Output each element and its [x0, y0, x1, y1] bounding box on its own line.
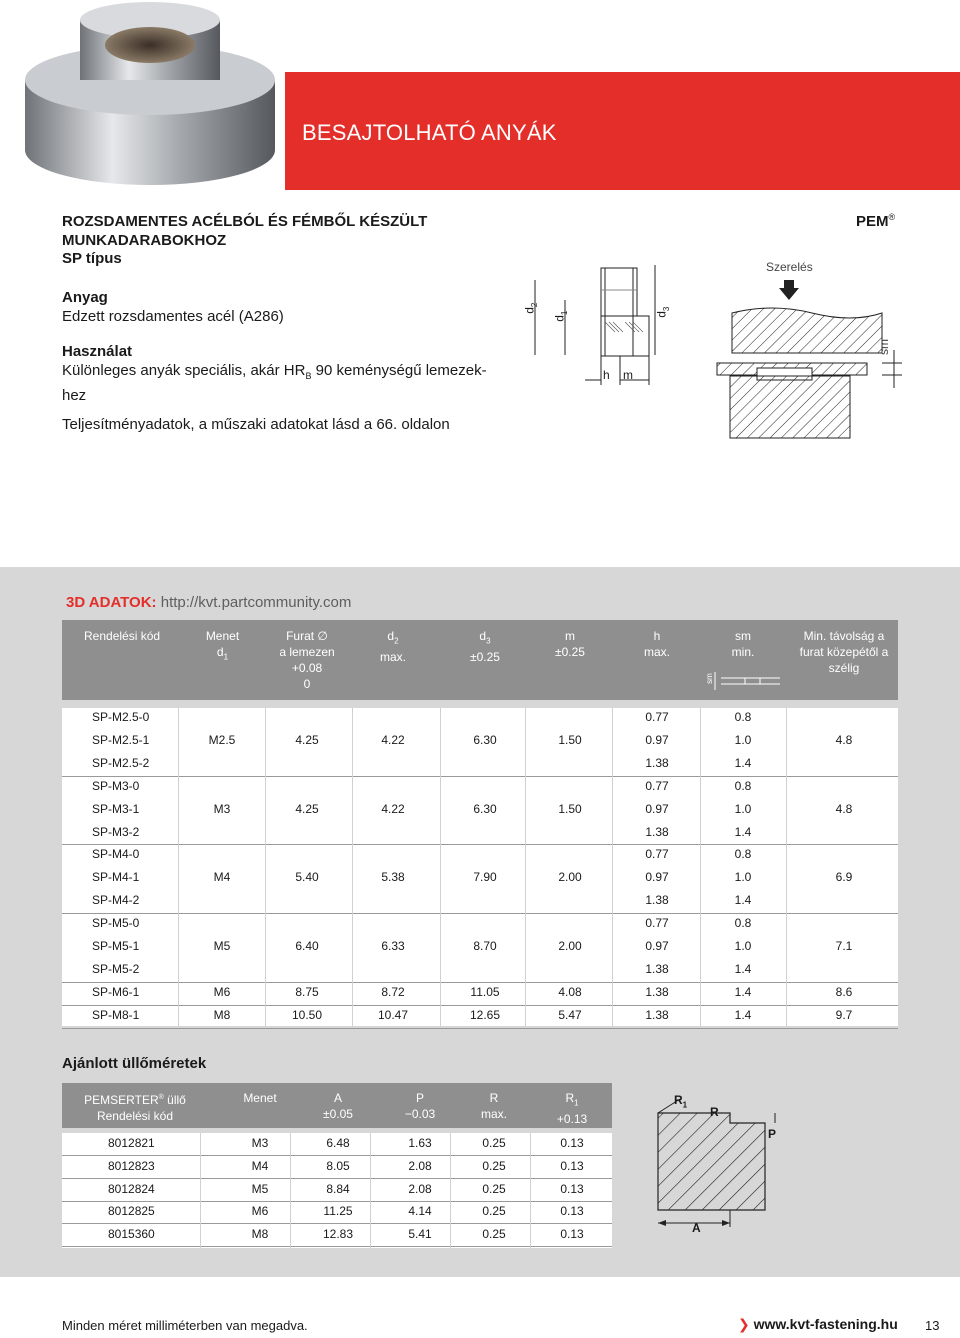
table-cell-sm: 1.4: [734, 893, 752, 908]
table-cell-d3: 8.70: [473, 939, 497, 953]
anvil-cell-a: 12.83: [322, 1227, 354, 1242]
p-label: P: [768, 1127, 777, 1141]
table-row-code: SP-M2.5-0: [92, 710, 150, 724]
table-cell-hole: 4.25: [295, 801, 319, 816]
anvil-cell-r: 0.25: [482, 1204, 506, 1219]
table-cell-h: 1.38: [645, 1007, 669, 1022]
brand-label: PEM®: [856, 212, 896, 230]
d1-label: $d_1$: [552, 310, 569, 322]
table-cell-d2: 10.47: [377, 1007, 409, 1022]
row-divider: [62, 776, 898, 777]
table-cell-dist: 4.8: [835, 732, 853, 747]
table-cell-h: 0.77: [645, 916, 669, 931]
anvil-cell-a: 6.48: [326, 1136, 350, 1150]
col-anvil-r1: $R_1$ +0.13: [556, 1091, 588, 1127]
table-cell-sm: 0.8: [734, 710, 752, 724]
product-heading: ROZSDAMENTES ACÉLBÓL ÉS FÉMBŐL KÉSZÜLT MUNKADARABOKHOZ: [62, 213, 428, 249]
col-anvil-r: R max.: [480, 1091, 507, 1121]
table-cell-sm: 1.4: [734, 961, 752, 976]
sm-label: sm: [877, 339, 891, 355]
table-cell-h: 0.97: [645, 801, 669, 816]
table-cell-d2: 4.22: [381, 801, 405, 816]
col-d2: $d_2$ max.: [379, 629, 406, 665]
title-banner: [285, 72, 960, 190]
table-cell-thread: M6: [213, 984, 231, 999]
table-row-code: SP-M5-0: [92, 916, 140, 931]
product-type: SP típus: [62, 250, 122, 267]
anvil-cell-r1: 0.13: [560, 1158, 584, 1173]
table-cell-dist: 6.9: [835, 870, 853, 885]
table-cell-sm: 0.8: [734, 916, 752, 931]
col-thread: Menet $d_1$: [205, 629, 240, 662]
col-anvil-p: P −0.03: [404, 1091, 436, 1121]
anvil-cell-p: 4.14: [408, 1204, 432, 1219]
usage-label: Használat: [62, 343, 133, 360]
table-cell-thread: M4: [213, 870, 231, 885]
arrow-icon: ❯: [738, 1316, 750, 1332]
col-order-code: Rendelési kód: [84, 629, 161, 643]
nut-dimension-diagram: [515, 260, 675, 395]
row-divider: [62, 1005, 898, 1006]
table-row-code: SP-M4-0: [92, 847, 140, 862]
column-divider: [530, 1133, 531, 1248]
column-divider: [525, 708, 526, 1026]
table-cell-dist: 8.6: [835, 984, 853, 999]
page-title: BESAJTOLHATÓ ANYÁK: [302, 120, 557, 145]
table-cell-d2: 5.38: [381, 870, 405, 885]
table-row-code: SP-M3-2: [92, 824, 140, 839]
table-cell-sm: 1.4: [734, 1007, 752, 1022]
table-cell-sm: 1.4: [734, 824, 752, 839]
table-row-code: SP-M5-1: [92, 939, 140, 953]
table-row-code: SP-M4-1: [92, 870, 140, 885]
row-divider: [62, 982, 898, 983]
table-cell-m: 1.50: [558, 801, 582, 816]
table-cell-m: 2.00: [558, 870, 582, 885]
table-cell-h: 1.38: [645, 893, 669, 908]
table-row-code: SP-M3-1: [92, 801, 140, 816]
performance-note: Teljesítményadatok, a műszaki adatokat lásd a 66. oldalon: [62, 416, 450, 433]
table-cell-dist: 4.8: [835, 801, 853, 816]
3d-data-heading: 3D ADATOK: http://kvt.partcommunity.com: [66, 594, 352, 611]
usage-text: Különleges anyák speciális, akár $HR_B$ 90 keménységű lemezek- hez: [62, 362, 487, 404]
anvil-cell-thread: M3: [251, 1136, 269, 1150]
a-label: A: [692, 1221, 701, 1235]
table-cell-hole: 6.40: [295, 939, 319, 953]
table-cell-hole: 8.75: [295, 984, 319, 999]
anvil-row-code: 8012823: [108, 1158, 155, 1173]
anvil-cell-r: 0.25: [482, 1136, 506, 1150]
anvil-cell-r1: 0.13: [560, 1204, 584, 1219]
registered-mark: ®: [888, 212, 896, 222]
website-link[interactable]: ❯ www.kvt-fastening.hu: [738, 1316, 898, 1332]
table-cell-d3: 7.90: [473, 870, 497, 885]
anvil-row-code: 8012821: [108, 1136, 155, 1150]
units-note: Minden méret milliméterben van megadva.: [62, 1318, 308, 1333]
table-cell-sm: 1.0: [734, 801, 752, 816]
r-label: R: [710, 1105, 719, 1119]
anvil-cell-p: 2.08: [408, 1181, 432, 1196]
table-cell-m: 2.00: [558, 939, 582, 953]
col-d3: $d_3$ ±0.25: [470, 629, 500, 665]
column-divider: [450, 1133, 451, 1248]
table-cell-sm: 0.8: [734, 847, 752, 862]
table-cell-d3: 12.65: [469, 1007, 501, 1022]
column-divider: [265, 708, 266, 1026]
h-label: h: [603, 368, 610, 382]
column-divider: [290, 1133, 291, 1248]
col-anvil-code: PEMSERTER® üllő Rendelési kód: [84, 1093, 186, 1123]
table-cell-h: 0.77: [645, 847, 669, 862]
table-cell-h: 0.77: [645, 778, 669, 793]
col-min-distance: Min. távolság a furat közepétől a szélig: [799, 629, 889, 675]
sm-icon: sm: [704, 673, 714, 684]
table-cell-thread: M5: [213, 939, 231, 953]
table-cell-h: 1.38: [645, 984, 669, 999]
column-divider: [786, 708, 787, 1026]
row-divider: [62, 1028, 898, 1029]
installation-label: Szerelés: [766, 260, 813, 274]
table-cell-dist: 9.7: [835, 1007, 853, 1022]
anvil-cell-a: 11.25: [323, 1204, 353, 1219]
m-label: m: [623, 368, 633, 382]
anvil-cell-r1: 0.13: [560, 1136, 584, 1150]
table-cell-hole: 5.40: [295, 870, 319, 885]
table-cell-thread: M2.5: [208, 732, 236, 747]
table-cell-sm: 1.0: [734, 939, 752, 953]
column-divider: [200, 1133, 201, 1248]
anvil-diagram: [640, 1085, 790, 1235]
page-number: 13: [925, 1318, 940, 1333]
table-cell-h: 1.38: [645, 824, 669, 839]
r1-label: $R_1$: [674, 1093, 688, 1110]
table-cell-d2: 6.33: [381, 939, 405, 953]
anvil-row-code: 8015360: [108, 1227, 155, 1242]
3d-data-link[interactable]: http://kvt.partcommunity.com: [160, 594, 352, 611]
table-cell-h: 0.97: [645, 939, 669, 953]
column-divider: [440, 708, 441, 1026]
table-cell-d3: 6.30: [473, 732, 497, 747]
anvil-row-code: 8012825: [108, 1204, 155, 1219]
anvil-cell-r: 0.25: [482, 1227, 506, 1242]
column-divider: [370, 1133, 371, 1248]
installation-diagram: [712, 258, 912, 440]
table-cell-sm: 1.4: [734, 755, 752, 770]
table-cell-sm: 1.4: [734, 984, 752, 999]
anvil-cell-thread: M8: [251, 1227, 269, 1242]
col-sm: sm min.: [731, 629, 755, 659]
table-cell-d3: 6.30: [473, 801, 497, 816]
table-row-code: SP-M2.5-1: [92, 732, 150, 747]
anvil-cell-r1: 0.13: [560, 1181, 584, 1196]
table-cell-sm: 1.0: [734, 870, 752, 885]
table-cell-thread: M3: [213, 801, 231, 816]
table-row-code: SP-M4-2: [92, 893, 140, 908]
table-cell-hole: 4.25: [295, 732, 319, 747]
col-m: m ±0.25: [555, 629, 585, 659]
table-cell-hole: 10.50: [291, 1007, 323, 1022]
col-anvil-a: A ±0.05: [323, 1091, 353, 1121]
anvil-cell-r: 0.25: [482, 1158, 506, 1173]
table-cell-dist: 7.1: [835, 939, 853, 953]
anvil-cell-p: 1.63: [408, 1136, 432, 1150]
col-h: h max.: [643, 629, 670, 659]
anvil-row-code: 8012824: [108, 1181, 155, 1196]
column-divider: [700, 708, 701, 1026]
anvil-cell-p: 5.41: [408, 1227, 432, 1242]
table-row-code: SP-M8-1: [92, 1007, 140, 1022]
anvil-cell-r1: 0.13: [560, 1227, 584, 1242]
column-divider: [352, 708, 353, 1026]
table-cell-sm: 1.0: [734, 732, 752, 747]
table-cell-h: 1.38: [645, 961, 669, 976]
anvil-cell-thread: M5: [251, 1181, 269, 1196]
product-photo: [0, 0, 285, 190]
table-cell-h: 0.97: [645, 870, 669, 885]
table-cell-d3: 11.05: [470, 984, 500, 999]
anvil-cell-a: 8.05: [326, 1158, 350, 1173]
col-hole: Furat ∅ a lemezen +0.08 0: [279, 629, 335, 691]
column-divider: [612, 708, 613, 1026]
table-cell-m: 5.47: [558, 1007, 582, 1022]
table-cell-h: 0.97: [645, 732, 669, 747]
table-cell-m: 4.08: [558, 984, 582, 999]
table-cell-sm: 0.8: [734, 778, 752, 793]
anvil-cell-thread: M6: [251, 1204, 269, 1219]
column-divider: [178, 708, 179, 1026]
anvil-heading: Ajánlott üllőméretek: [62, 1055, 207, 1072]
table-row-code: SP-M3-0: [92, 778, 140, 793]
row-divider: [62, 844, 898, 845]
anvil-cell-a: 8.84: [326, 1181, 350, 1196]
row-divider: [62, 913, 898, 914]
table-cell-h: 1.38: [645, 755, 669, 770]
table-cell-thread: M8: [213, 1007, 231, 1022]
table-row-code: SP-M5-2: [92, 961, 140, 976]
d2-label: $d_2$: [522, 302, 539, 314]
anvil-cell-r: 0.25: [482, 1181, 506, 1196]
col-anvil-thread: Menet: [243, 1091, 277, 1105]
d3-label: $d_3$: [654, 306, 671, 318]
material-text: Edzett rozsdamentes acél (A286): [62, 308, 284, 325]
anvil-cell-thread: M4: [251, 1158, 269, 1173]
anvil-cell-p: 2.08: [408, 1158, 432, 1173]
table-row-code: SP-M6-1: [92, 984, 140, 999]
table-cell-m: 1.50: [558, 732, 582, 747]
table-cell-h: 0.77: [645, 710, 669, 724]
table-row-code: SP-M2.5-2: [92, 755, 150, 770]
material-label: Anyag: [62, 289, 108, 306]
table-cell-d2: 4.22: [381, 732, 405, 747]
table-cell-d2: 8.72: [381, 984, 405, 999]
